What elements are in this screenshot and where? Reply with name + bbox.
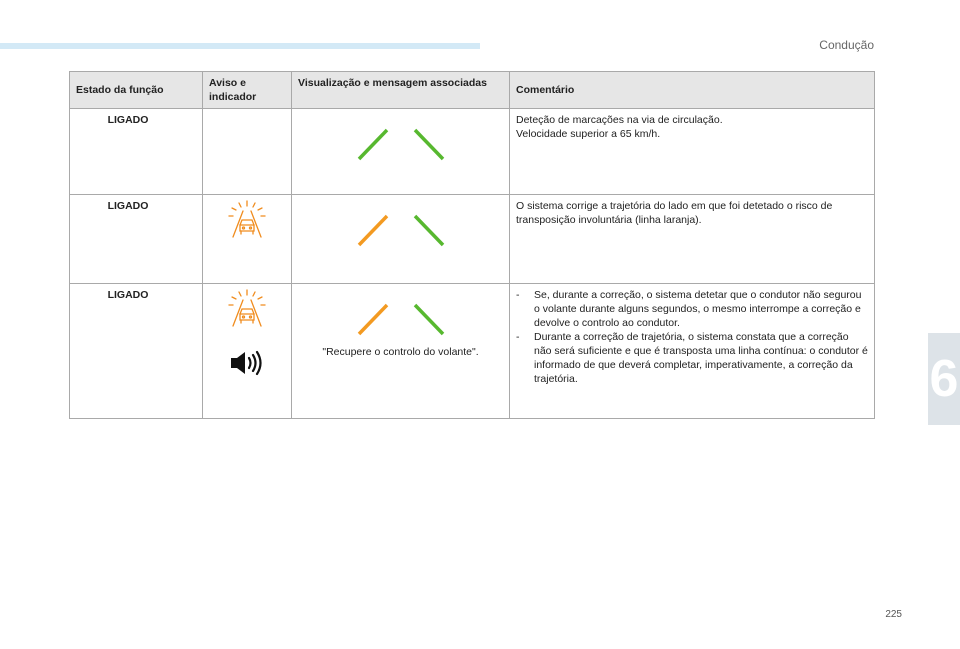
display-cell — [292, 195, 510, 284]
warning-cell — [203, 195, 292, 284]
comment-list — [516, 288, 868, 386]
section-title: Condução — [819, 38, 874, 52]
page-number: 225 — [885, 609, 902, 620]
left-lane-line — [359, 216, 387, 245]
lane-departure-warning-icon — [225, 288, 269, 328]
comment-text: O sistema corrige a trajetória do lado em que foi detetado o risco de transposição involuntária (linha laranja). — [516, 200, 833, 226]
lane-lines-display — [351, 126, 451, 162]
table-row — [70, 109, 875, 195]
list-item — [516, 288, 868, 330]
lane-lines-display — [351, 301, 451, 337]
right-lane-line — [415, 216, 443, 245]
state-cell: LIGADO — [70, 195, 203, 284]
display-message: "Recupere o controlo do volante". — [322, 346, 479, 358]
comment-text: Se, durante a correção, o sistema detetar que o condutor não segurou o volante durante alguns segundos, o mesmo interrompe a correção e devolve o controlo ao condutor. — [534, 289, 862, 329]
lane-departure-warning-icon — [225, 199, 269, 239]
comment-text: Durante a correção de trajetória, o sistema constata que a correção não será suficiente e que é transposta uma linha contínua: o condutor é informado de que deverá completar, imperativamente, a correção da trajetória. — [534, 331, 868, 385]
header-accent-bar — [0, 43, 480, 49]
function-status-table — [69, 71, 875, 419]
bullet-mark: - — [516, 289, 520, 301]
warning-cell — [203, 284, 292, 419]
chapter-number: 6 — [929, 350, 959, 408]
table-row — [70, 284, 875, 419]
list-item — [516, 330, 868, 386]
comment-text: Deteção de marcações na via de circulação. — [516, 114, 723, 126]
display-cell — [292, 109, 510, 195]
speaker-sound-icon — [229, 350, 265, 376]
table-header-row — [70, 72, 875, 109]
right-lane-line — [415, 130, 443, 159]
chapter-tab — [928, 333, 960, 425]
right-lane-line — [415, 305, 443, 334]
left-lane-line — [359, 305, 387, 334]
comment-cell — [510, 109, 875, 195]
lane-lines-display — [351, 212, 451, 248]
header-state: Estado da função — [70, 72, 203, 109]
table-row — [70, 195, 875, 284]
comment-cell — [510, 284, 875, 419]
comment-cell — [510, 195, 875, 284]
state-cell: LIGADO — [70, 109, 203, 195]
state-cell: LIGADO — [70, 284, 203, 419]
warning-cell — [203, 109, 292, 195]
display-cell — [292, 284, 510, 419]
left-lane-line — [359, 130, 387, 159]
header-comment: Comentário — [510, 72, 875, 109]
header-warning: Aviso e indicador — [203, 72, 292, 109]
header-display: Visualização e mensagem associadas — [292, 72, 510, 109]
bullet-mark: - — [516, 331, 520, 343]
comment-text: Velocidade superior a 65 km/h. — [516, 128, 661, 140]
